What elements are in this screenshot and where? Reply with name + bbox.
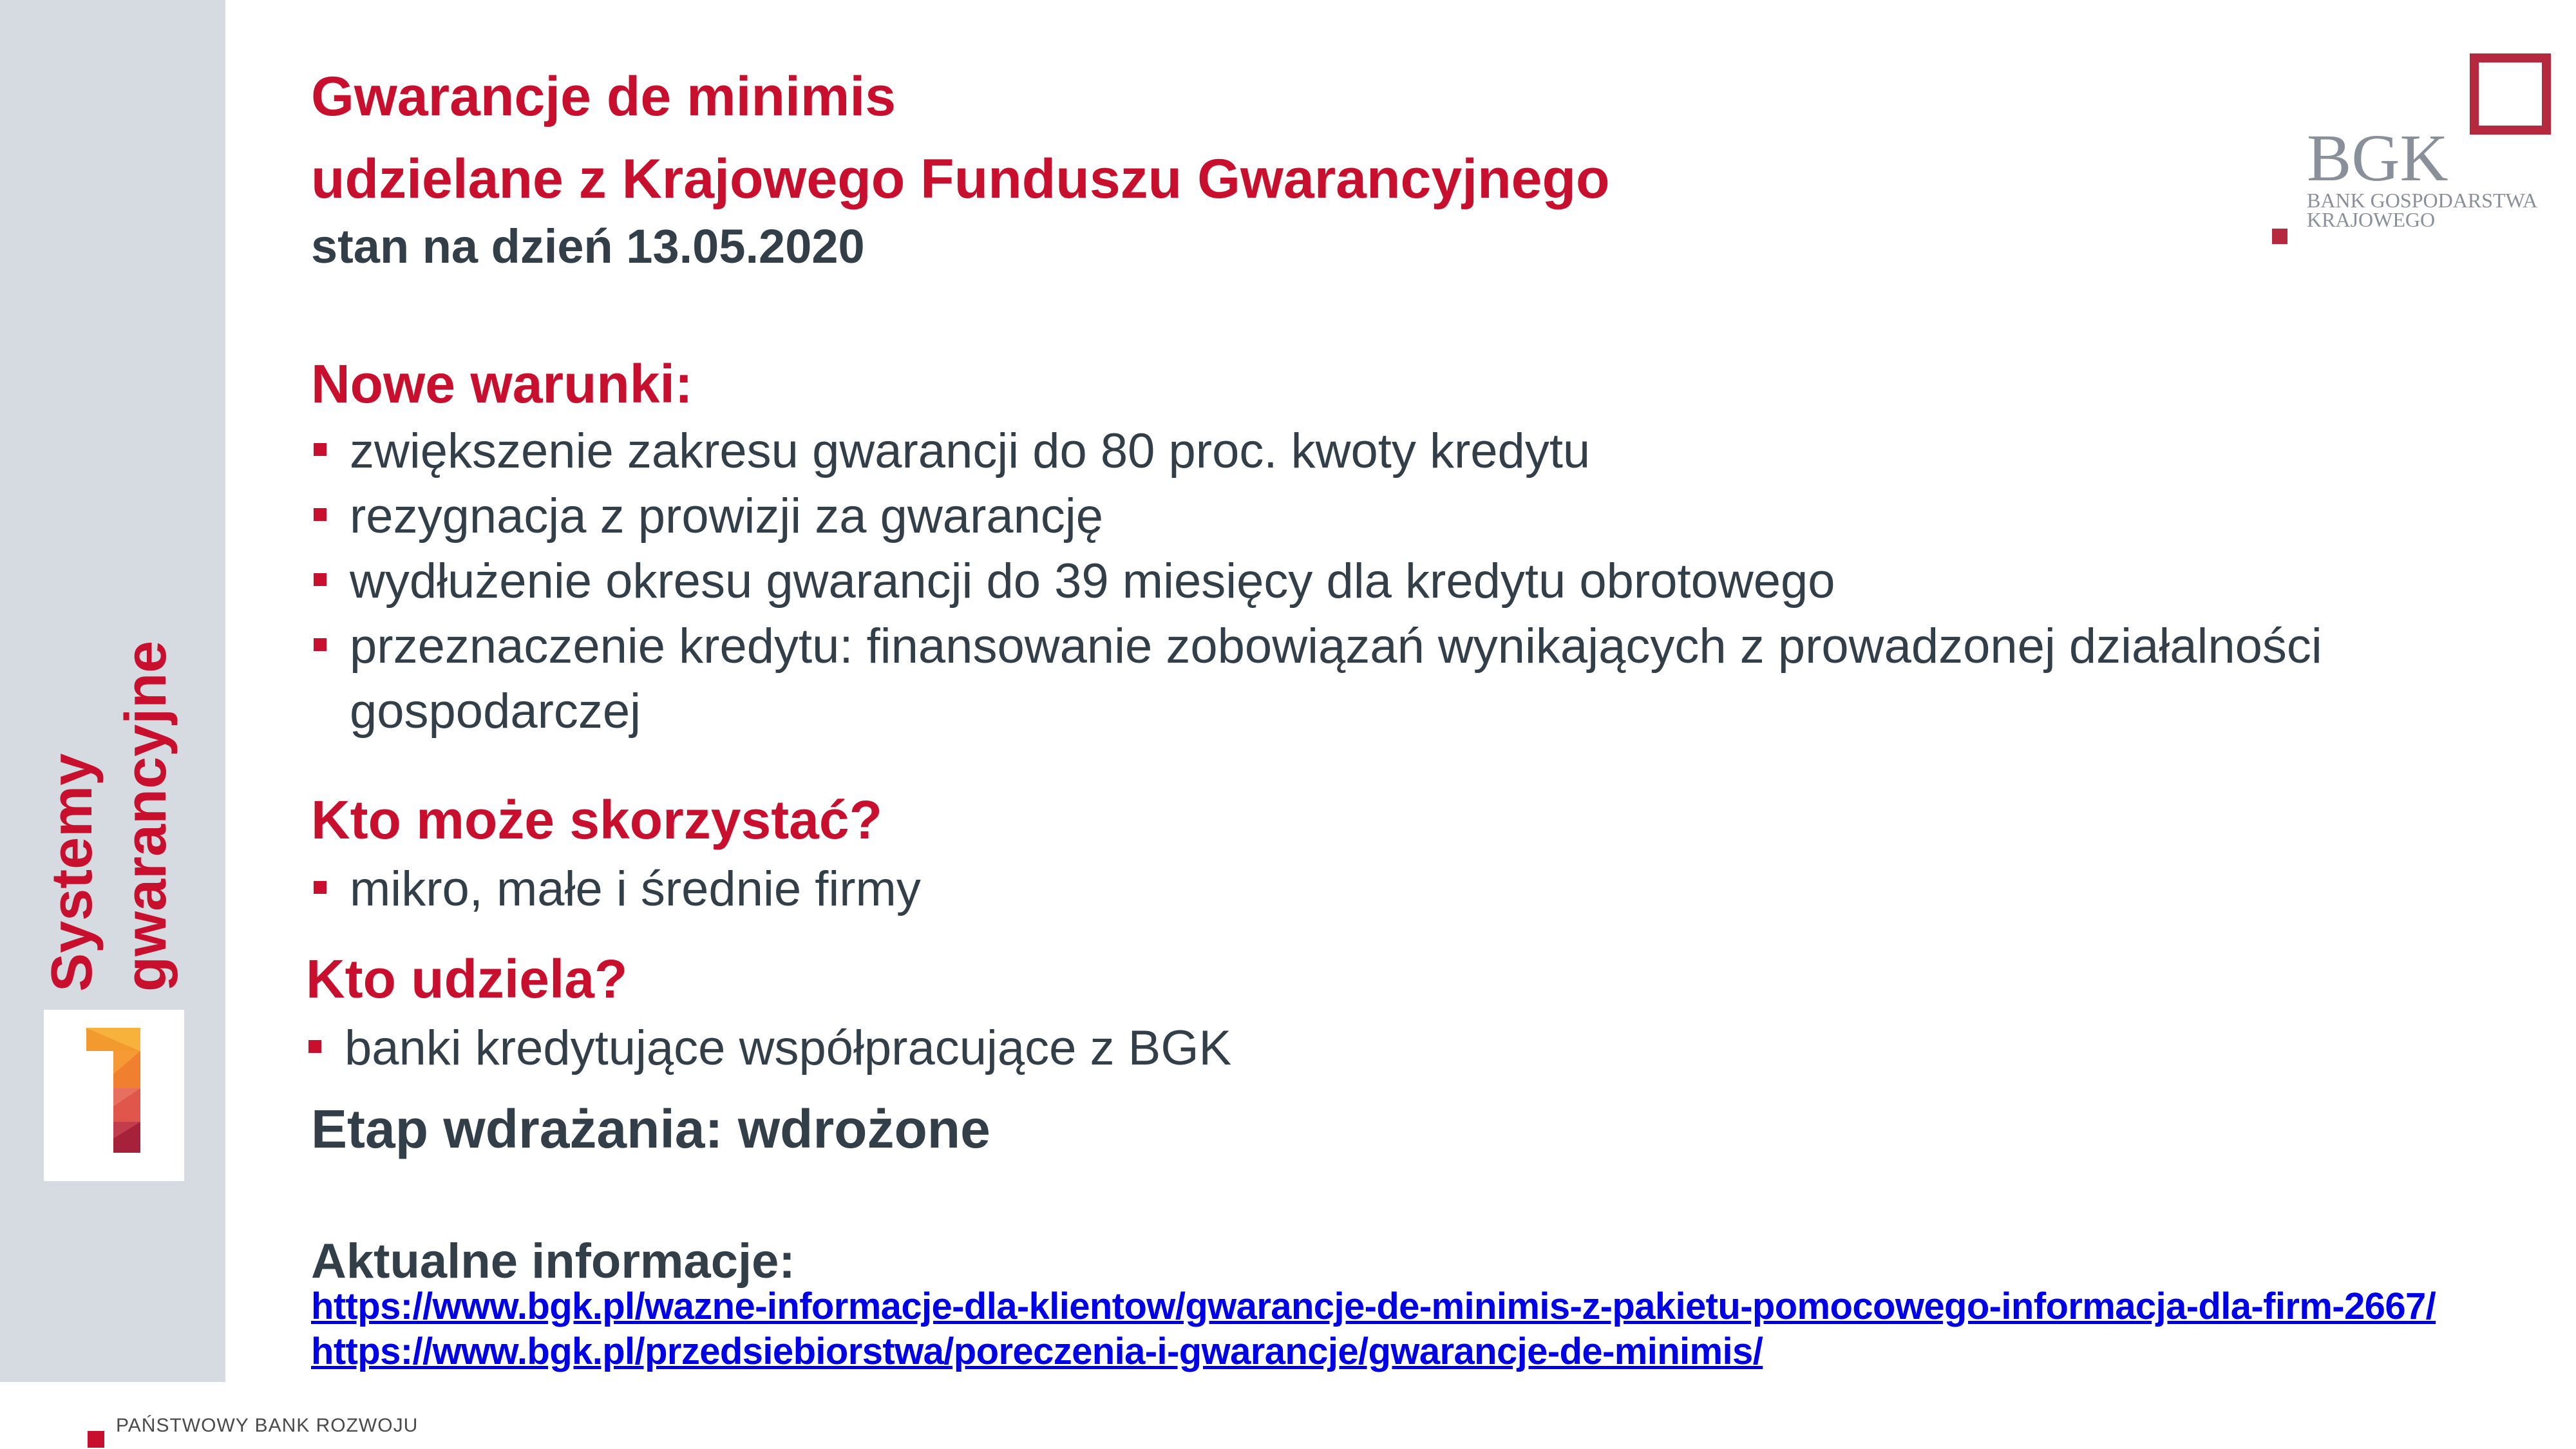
list-item-text: mikro, małe i średnie firmy (350, 862, 921, 916)
page-title-line1: Gwarancje de minimis (311, 66, 896, 128)
bullet-icon (314, 881, 327, 894)
page-title-line2: udzielane z Krajowego Funduszu Gwarancyjnego (311, 148, 1610, 210)
providers-list (306, 1016, 2431, 1081)
list-item (311, 857, 2436, 922)
sidebar-title-line2: gwarancyjne (114, 640, 178, 992)
bgk-logo (2272, 52, 2568, 258)
list-item (311, 614, 2346, 744)
bullet-icon (314, 443, 327, 456)
heading-kto-udziela: Kto udziela? (306, 949, 628, 1009)
info-link-1[interactable]: https://www.bgk.pl/wazne-informacje-dla-klientow/gwarancje-de-minimis-z-pakietu-pomocowego-informacja-dla-firm-2667/ (311, 1285, 2436, 1327)
list-item-text: zwiększenie zakresu gwarancji do 80 proc. kwoty kredytu (350, 424, 1591, 478)
list-item (311, 549, 2436, 614)
sidebar-title (32, 640, 187, 992)
bullet-icon (308, 1040, 321, 1053)
conditions-list (311, 419, 2436, 744)
bullet-icon (314, 508, 327, 521)
list-item-text: rezygnacja z prowizji za gwarancję (350, 489, 1104, 544)
heading-aktualne: Aktualne informacje: (311, 1234, 795, 1289)
implementation-status: Etap wdrażania: wdrożone (311, 1099, 990, 1159)
heading-kto-moze: Kto może skorzystać? (311, 790, 882, 850)
list-item (311, 419, 2436, 484)
list-item-text: wydłużenie okresu gwarancji do 39 miesięcy dla kredytu obrotowego (350, 554, 1835, 609)
logo-abbr: BGK (2307, 121, 2448, 195)
heading-nowe-warunki: Nowe warunki: (311, 354, 693, 414)
list-item (306, 1016, 2431, 1081)
list-item (311, 484, 2436, 549)
footer-square-icon (88, 1431, 104, 1448)
logo-line1: BANK GOSPODARSTWA (2307, 189, 2538, 212)
sidebar-title-line1: Systemy (40, 753, 104, 992)
sidebar (0, 0, 225, 1382)
logo-line2: KRAJOWEGO (2307, 208, 2436, 231)
list-item-text: banki kredytujące współpracujące z BGK (345, 1021, 1232, 1075)
list-item-text: przeznaczenie kredytu: finansowanie zobowiązań wynikających z prowadzonej działalności gospodarczej (350, 619, 2322, 739)
info-link-2[interactable]: https://www.bgk.pl/przedsiebiorstwa/poreczenia-i-gwarancje/gwarancje-de-minimis/ (311, 1331, 1763, 1372)
number-one-icon (44, 1010, 184, 1181)
footer-text: PAŃSTWOWY BANK ROZWOJU (116, 1415, 419, 1436)
bullet-icon (314, 638, 327, 651)
bullet-icon (314, 573, 327, 586)
eligible-list (311, 857, 2436, 922)
date-line: stan na dzień 13.05.2020 (311, 220, 865, 273)
